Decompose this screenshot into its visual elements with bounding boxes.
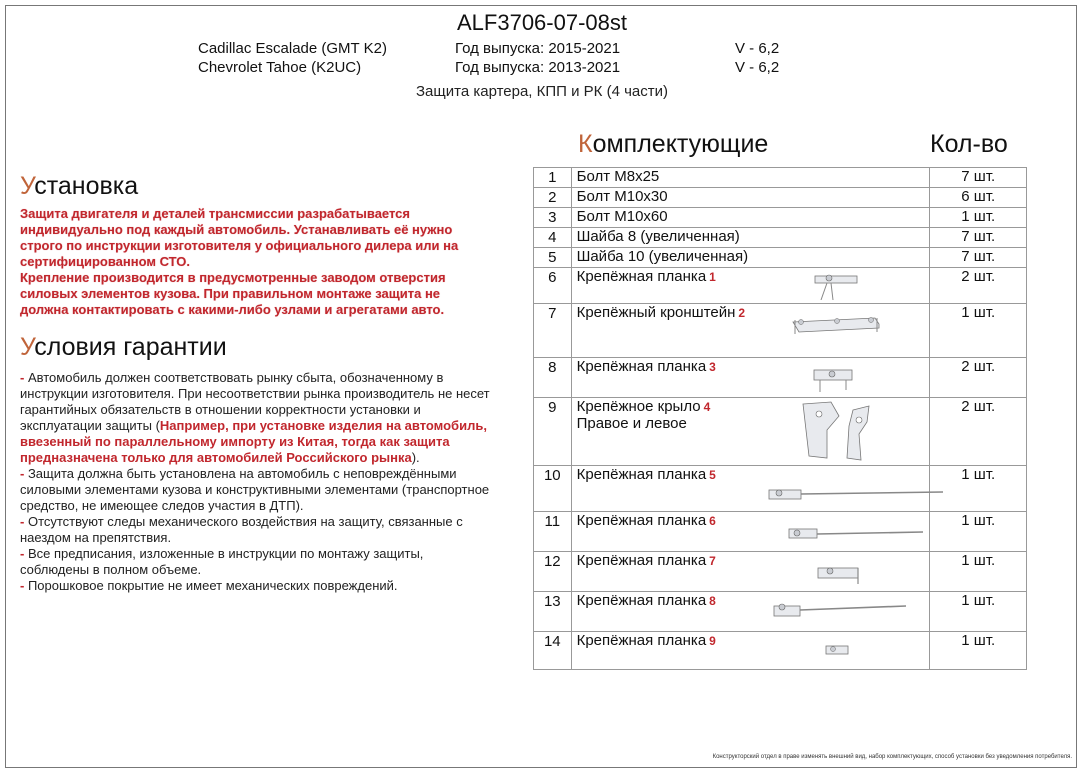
table-row — [534, 358, 1027, 398]
document-title: ALF3706-07-08st — [457, 10, 627, 35]
part-qty: 7 шт. — [930, 168, 1027, 188]
part-name-cell — [571, 268, 930, 304]
part-index: 3 — [709, 360, 716, 374]
part-index: 5 — [709, 468, 716, 482]
part-name: Крепёжная планка — [576, 358, 707, 375]
install-para-2: Крепление производится в предусмотренные заводом отверстия силовых элементов кузова. При правильном монтаже защита не должна контактировать с какими-либо узлами и агрегатами авто. — [20, 270, 446, 317]
install-para-1: Защита двигателя и деталей трансмиссии разрабатывается индивидуально под каждый автомобиль. Устанавливать её нужно строго по инструкции изготовителя у официального дилера или на сертифицированном СТО. — [20, 206, 459, 269]
part-name-cell — [571, 512, 930, 552]
part-qty: 1 шт. — [930, 632, 1027, 670]
components-heading-initial: К — [578, 130, 593, 158]
row-number: 12 — [534, 552, 572, 592]
car-1-years: Год выпуска: 2015-2021 — [455, 40, 621, 57]
part-name: Болт М10х30 — [576, 188, 668, 205]
part-index: 1 — [709, 270, 716, 284]
quantity-heading: Кол-во — [930, 130, 1008, 158]
part-name-cell — [571, 632, 930, 670]
warranty-item: - Все предписания, изложенные в инструкции по монтажу защиты, соблюдены в полном объеме. — [20, 546, 424, 577]
part-qty: 2 шт. — [930, 358, 1027, 398]
row-number: 10 — [534, 466, 572, 512]
part-name-cell — [571, 358, 930, 398]
row-number: 9 — [534, 398, 572, 466]
row-number: 7 — [534, 304, 572, 358]
table-row — [534, 466, 1027, 512]
part-qty: 6 шт. — [930, 188, 1027, 208]
part-index: 7 — [709, 554, 716, 568]
part-qty: 2 шт. — [930, 268, 1027, 304]
part-name: Болт М10х60 — [576, 208, 668, 225]
part-index: 6 — [709, 514, 716, 528]
install-heading-initial: У — [20, 172, 35, 200]
warranty-item: - Отсутствуют следы механического воздействия на защиту, связанные с наездом на препятствия. — [20, 514, 463, 545]
components-table — [533, 167, 1027, 670]
part-name-cell — [571, 398, 930, 466]
mounting-plate-6-drawing — [787, 526, 927, 542]
table-row — [534, 512, 1027, 552]
car-1-model: Cadillac Escalade (GMT K2) — [198, 40, 387, 57]
row-number: 14 — [534, 632, 572, 670]
warranty-heading-initial: У — [20, 333, 35, 361]
row-number: 2 — [534, 188, 572, 208]
car-2-years: Год выпуска: 2013-2021 — [455, 59, 621, 76]
table-row — [534, 248, 1027, 268]
warranty-highlight: Например, при установке изделия на автомобиль, ввезенный по параллельному импорту из Китая, тогда как защита предназначена только для автомобилей Российского рынка — [20, 418, 487, 465]
part-name-cell — [571, 228, 930, 248]
row-number: 8 — [534, 358, 572, 398]
row-number: 13 — [534, 592, 572, 632]
footnote: Конструкторский отдел в праве изменять внешний вид, набор комплектующих, способ установки без уведомления потребителя. — [712, 754, 1072, 760]
part-name-cell — [571, 188, 930, 208]
row-number: 4 — [534, 228, 572, 248]
part-name: Крепёжная планка — [576, 268, 707, 285]
table-row — [534, 168, 1027, 188]
part-name-cell — [571, 168, 930, 188]
part-qty: 1 шт. — [930, 592, 1027, 632]
part-name: Крепёжная планка — [576, 552, 707, 569]
row-number: 11 — [534, 512, 572, 552]
part-name-cell — [571, 304, 930, 358]
part-qty: 1 шт. — [930, 552, 1027, 592]
mounting-bracket-2-drawing — [787, 312, 887, 342]
part-name: Шайба 10 (увеличенная) — [576, 248, 749, 265]
install-heading-rest: становка — [34, 172, 139, 200]
part-name: Крепёжная планка — [576, 632, 707, 649]
part-qty: 1 шт. — [930, 512, 1027, 552]
car-2-engine: V - 6,2 — [735, 59, 780, 76]
part-qty: 2 шт. — [930, 398, 1027, 466]
part-index: 2 — [738, 306, 746, 320]
warranty-heading-rest: словия гарантии — [34, 333, 227, 361]
part-index: 9 — [709, 634, 716, 648]
install-heading — [20, 172, 138, 201]
part-name: Шайба 8 (увеличенная) — [576, 228, 740, 245]
part-qty: 7 шт. — [930, 228, 1027, 248]
mounting-plate-1-drawing — [807, 270, 867, 300]
part-qty: 7 шт. — [930, 248, 1027, 268]
part-name-cell — [571, 466, 930, 512]
car-1-engine: V - 6,2 — [735, 40, 780, 57]
table-row — [534, 552, 1027, 592]
product-subtitle: Защита картера, КПП и РК (4 части) — [416, 83, 668, 100]
part-name: Крепёжная планка — [576, 592, 707, 609]
part-index: 8 — [709, 594, 716, 608]
part-name: Болт М8х25 — [576, 168, 660, 185]
part-name-cell — [571, 208, 930, 228]
mounting-plate-9-drawing — [824, 642, 854, 658]
table-row — [534, 188, 1027, 208]
table-row — [534, 304, 1027, 358]
components-heading — [578, 130, 768, 159]
part-qty: 1 шт. — [930, 208, 1027, 228]
part-name-cell — [571, 552, 930, 592]
table-row — [534, 268, 1027, 304]
table-row — [534, 632, 1027, 670]
warranty-heading — [20, 333, 227, 362]
part-name: Крепёжное крыло — [576, 398, 701, 415]
part-qty: 1 шт. — [930, 304, 1027, 358]
table-row — [534, 592, 1027, 632]
part-qty: 1 шт. — [930, 466, 1027, 512]
warranty-item: - Автомобиль должен соответствовать рынку сбыта, обозначенному в инструкции изготовителя. При несоответствии рынка производитель не несет гарантийных обязательств в отношении корректности установки и эксплуатации защиты (Например, при установке изделия на автомобиль, ввезенный по параллельному импорту из Китая, тогда как защита предназначена только для автомобилей Российского рынка). — [20, 370, 490, 465]
part-name: Крепёжная планка — [576, 466, 707, 483]
mounting-plate-8-drawing — [772, 598, 912, 620]
table-row — [534, 398, 1027, 466]
mounting-wing-4-drawing — [797, 400, 897, 464]
table-row — [534, 228, 1027, 248]
mounting-plate-5-drawing — [767, 486, 947, 504]
part-index: 4 — [703, 400, 711, 414]
part-name: Крепёжный кронштейн — [576, 304, 736, 321]
part-name-cell — [571, 592, 930, 632]
car-2-model: Chevrolet Tahoe (K2UC) — [198, 59, 362, 76]
mounting-plate-7-drawing — [812, 562, 872, 588]
row-number: 6 — [534, 268, 572, 304]
row-number: 3 — [534, 208, 572, 228]
warranty-item: - Защита должна быть установлена на автомобиль с неповреждёнными силовыми элементами кузова и конструктивными элементами (транспортное средство, не имеющее следов участия в ДТП). — [20, 466, 490, 513]
part-name-cell — [571, 248, 930, 268]
warranty-item: - Порошковое покрытие не имеет механических повреждений. — [20, 578, 398, 593]
row-number: 1 — [534, 168, 572, 188]
row-number: 5 — [534, 248, 572, 268]
components-heading-rest: омплектующие — [592, 130, 769, 158]
part-name: Крепёжная планка — [576, 512, 707, 529]
mounting-plate-3-drawing — [810, 362, 860, 394]
table-row — [534, 208, 1027, 228]
warranty-list — [20, 370, 490, 594]
part-name-note: Правое и левое — [576, 415, 687, 432]
